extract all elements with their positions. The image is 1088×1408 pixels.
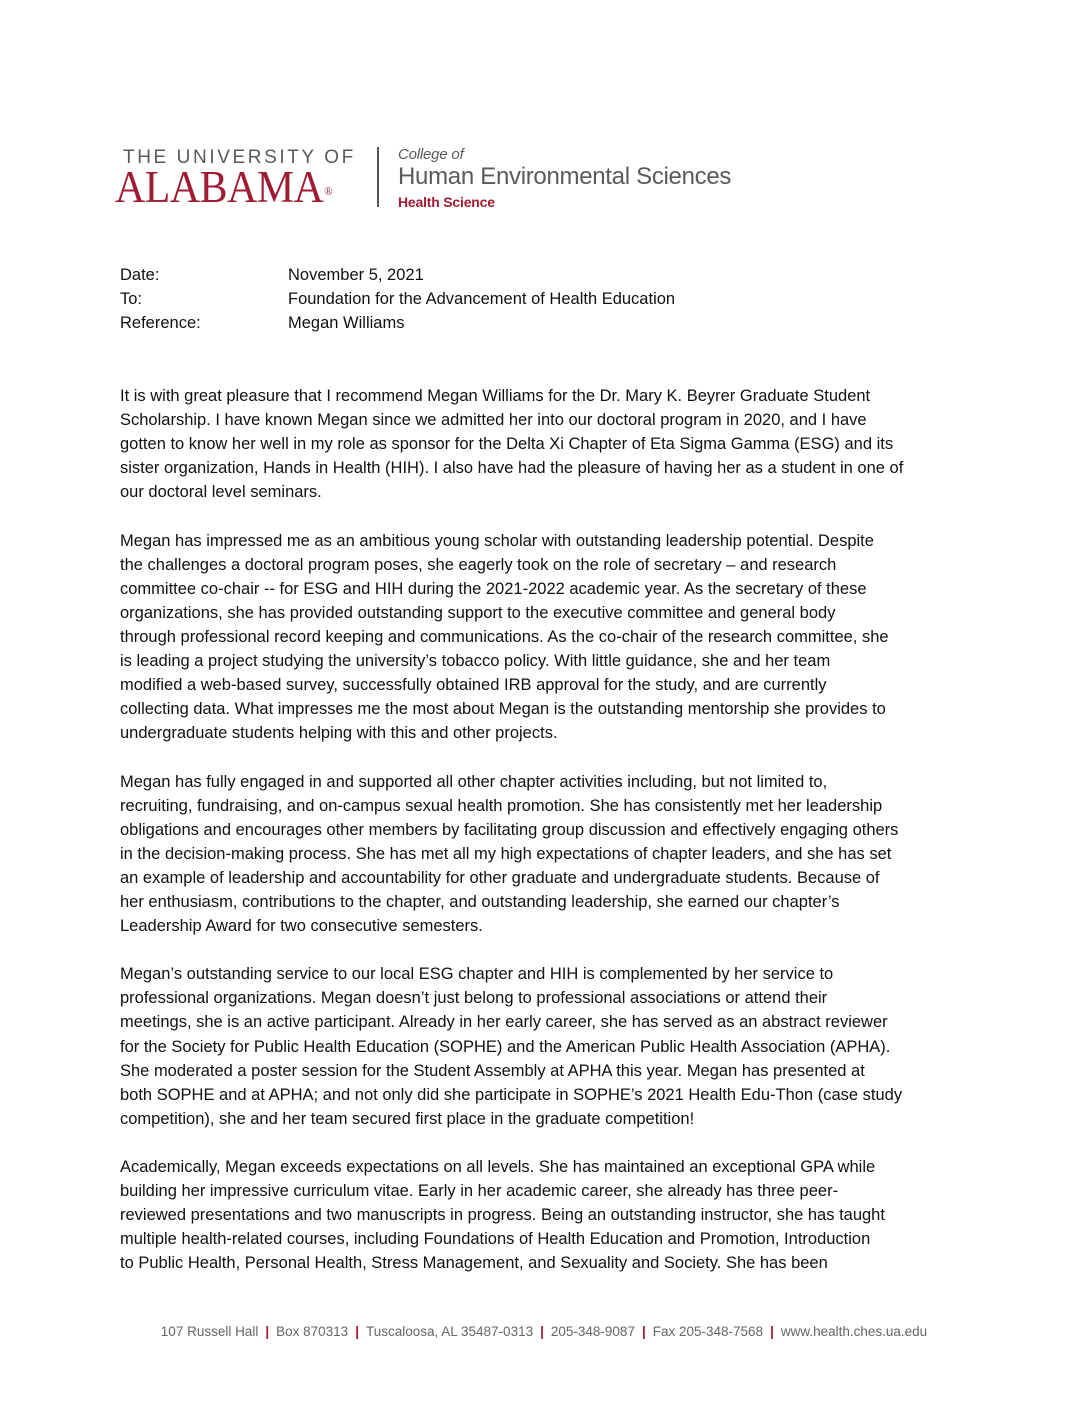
text-line: organizations, she has provided outstanding support to the executive committee and general body <box>120 603 836 622</box>
text-line: to Public Health, Personal Health, Stress Management, and Sexuality and Society. She has been <box>120 1254 828 1273</box>
text-line: an example of leadership and accountability for other graduate and undergraduate students. Because of <box>120 868 880 887</box>
text-line: is leading a project studying the university’s tobacco policy. With little guidance, she and her team <box>120 652 831 671</box>
to-label: To: <box>120 290 143 308</box>
footer-box: Box 870313 <box>276 1324 349 1339</box>
paragraph <box>120 770 980 939</box>
college-of-label: College of <box>398 146 464 163</box>
letterhead <box>115 142 815 217</box>
footer-phone: 205-348-9087 <box>550 1324 635 1339</box>
footer-website: www.health.ches.ua.edu <box>780 1324 928 1339</box>
alabama-text: ALABAMA <box>115 162 324 212</box>
text-line: the challenges a doctoral program poses, she eagerly took on the role of secretary – and research <box>120 555 837 574</box>
paragraph <box>120 529 980 746</box>
college-name: Human Environmental Sciences <box>398 163 732 190</box>
text-line: for the Society for Public Health Education (SOPHE) and the American Public Health Association (APHA). <box>120 1037 891 1056</box>
text-line: competition), she and her team secured first place in the graduate competition! <box>120 1109 695 1128</box>
text-line: our doctoral level seminars. <box>120 483 322 502</box>
text-line: obligations and encourages other members by facilitating group discussion and effectively engaging others <box>120 820 899 839</box>
text-line: collecting data. What impresses me the most about Megan is the outstanding mentorship she provides to <box>120 700 886 719</box>
text-line: undergraduate students helping with this and other projects. <box>120 724 558 743</box>
text-line: It is with great pleasure that I recommend Megan Williams for the Dr. Mary K. Beyrer Graduate Student <box>120 387 871 405</box>
paragraph <box>120 1155 980 1275</box>
footer-fax: Fax 205-348-7568 <box>652 1324 764 1339</box>
reference-value: Megan Williams <box>288 314 405 332</box>
text-line: through professional record keeping and communications. As the co-chair of the research committee, she <box>120 627 889 646</box>
letterhead-footer <box>0 1324 1088 1339</box>
university-of-label: THE UNIVERSITY OF <box>123 147 356 168</box>
paragraph <box>120 384 980 504</box>
paragraph <box>120 962 980 1131</box>
footer-city: Tuscaloosa, AL 35487-0313 <box>365 1324 534 1339</box>
footer-separator: | <box>540 1324 544 1339</box>
text-line: in the decision-making process. She has met all my high expectations of chapter leaders, and she has set <box>120 844 892 863</box>
text-line: Scholarship. I have known Megan since we admitted her into our doctoral program in 2020, and I have <box>120 411 867 430</box>
text-line: She moderated a poster session for the Student Assembly at APHA this year. Megan has presented at <box>120 1061 865 1080</box>
alabama-wordmark <box>115 162 333 212</box>
letter-body <box>120 384 980 1300</box>
text-line: sister organization, Hands in Health (HIH). I also have had the pleasure of having her as a student in one of <box>120 459 904 478</box>
text-line: meetings, she is an active participant. Already in her early career, she has served as an abstract reviewer <box>120 1013 888 1032</box>
registered-mark: ® <box>324 184 333 198</box>
text-line: her enthusiasm, contributions to the chapter, and outstanding leadership, she earned our chapter’s <box>120 892 840 911</box>
text-line: building her impressive curriculum vitae. Early in her academic career, she already has three peer- <box>120 1182 839 1201</box>
footer-separator: | <box>770 1324 774 1339</box>
date-value: November 5, 2021 <box>288 266 424 284</box>
text-line: Academically, Megan exceeds expectations on all levels. She has maintained an exceptional GPA while <box>120 1158 876 1176</box>
text-line: multiple health-related courses, including Foundations of Health Education and Promotion, Introduction <box>120 1230 871 1249</box>
department-name: Health Science <box>398 194 495 210</box>
to-value: Foundation for the Advancement of Health Education <box>288 290 676 308</box>
footer-separator: | <box>355 1324 359 1339</box>
footer-separator: | <box>265 1324 270 1339</box>
text-line: reviewed presentations and two manuscripts in progress. Being an outstanding instructor, she has taught <box>120 1206 885 1225</box>
reference-label: Reference: <box>120 314 201 332</box>
text-line: gotten to know her well in my role as sponsor for the Delta Xi Chapter of Eta Sigma Gamma (ESG) and its <box>120 435 894 454</box>
text-line: both SOPHE and at APHA; and not only did she participate in SOPHE’s 2021 Health Edu-Thon (case study <box>120 1085 903 1104</box>
letterhead-divider <box>377 147 379 207</box>
date-label: Date: <box>120 266 160 284</box>
text-line: Megan has fully engaged in and supported all other chapter activities including, but not limited to, <box>120 772 828 791</box>
text-line: Leadership Award for two consecutive semesters. <box>120 917 483 936</box>
text-line: recruiting, fundraising, and on-campus sexual health promotion. She has consistently met her leadership <box>120 796 883 815</box>
text-line: Megan has impressed me as an ambitious young scholar with outstanding leadership potential. Despite <box>120 531 874 550</box>
text-line: committee co-chair -- for ESG and HIH during the 2021-2022 academic year. As the secretary of these <box>120 579 867 598</box>
text-line: Megan’s outstanding service to our local ESG chapter and HIH is complemented by her service to <box>120 965 834 984</box>
footer-address: 107 Russell Hall <box>160 1324 259 1339</box>
footer-separator: | <box>641 1324 646 1339</box>
text-line: professional organizations. Megan doesn’t just belong to professional associations or attend their <box>120 989 828 1008</box>
text-line: modified a web-based survey, successfully obtained IRB approval for the study, and are currently <box>120 676 827 695</box>
